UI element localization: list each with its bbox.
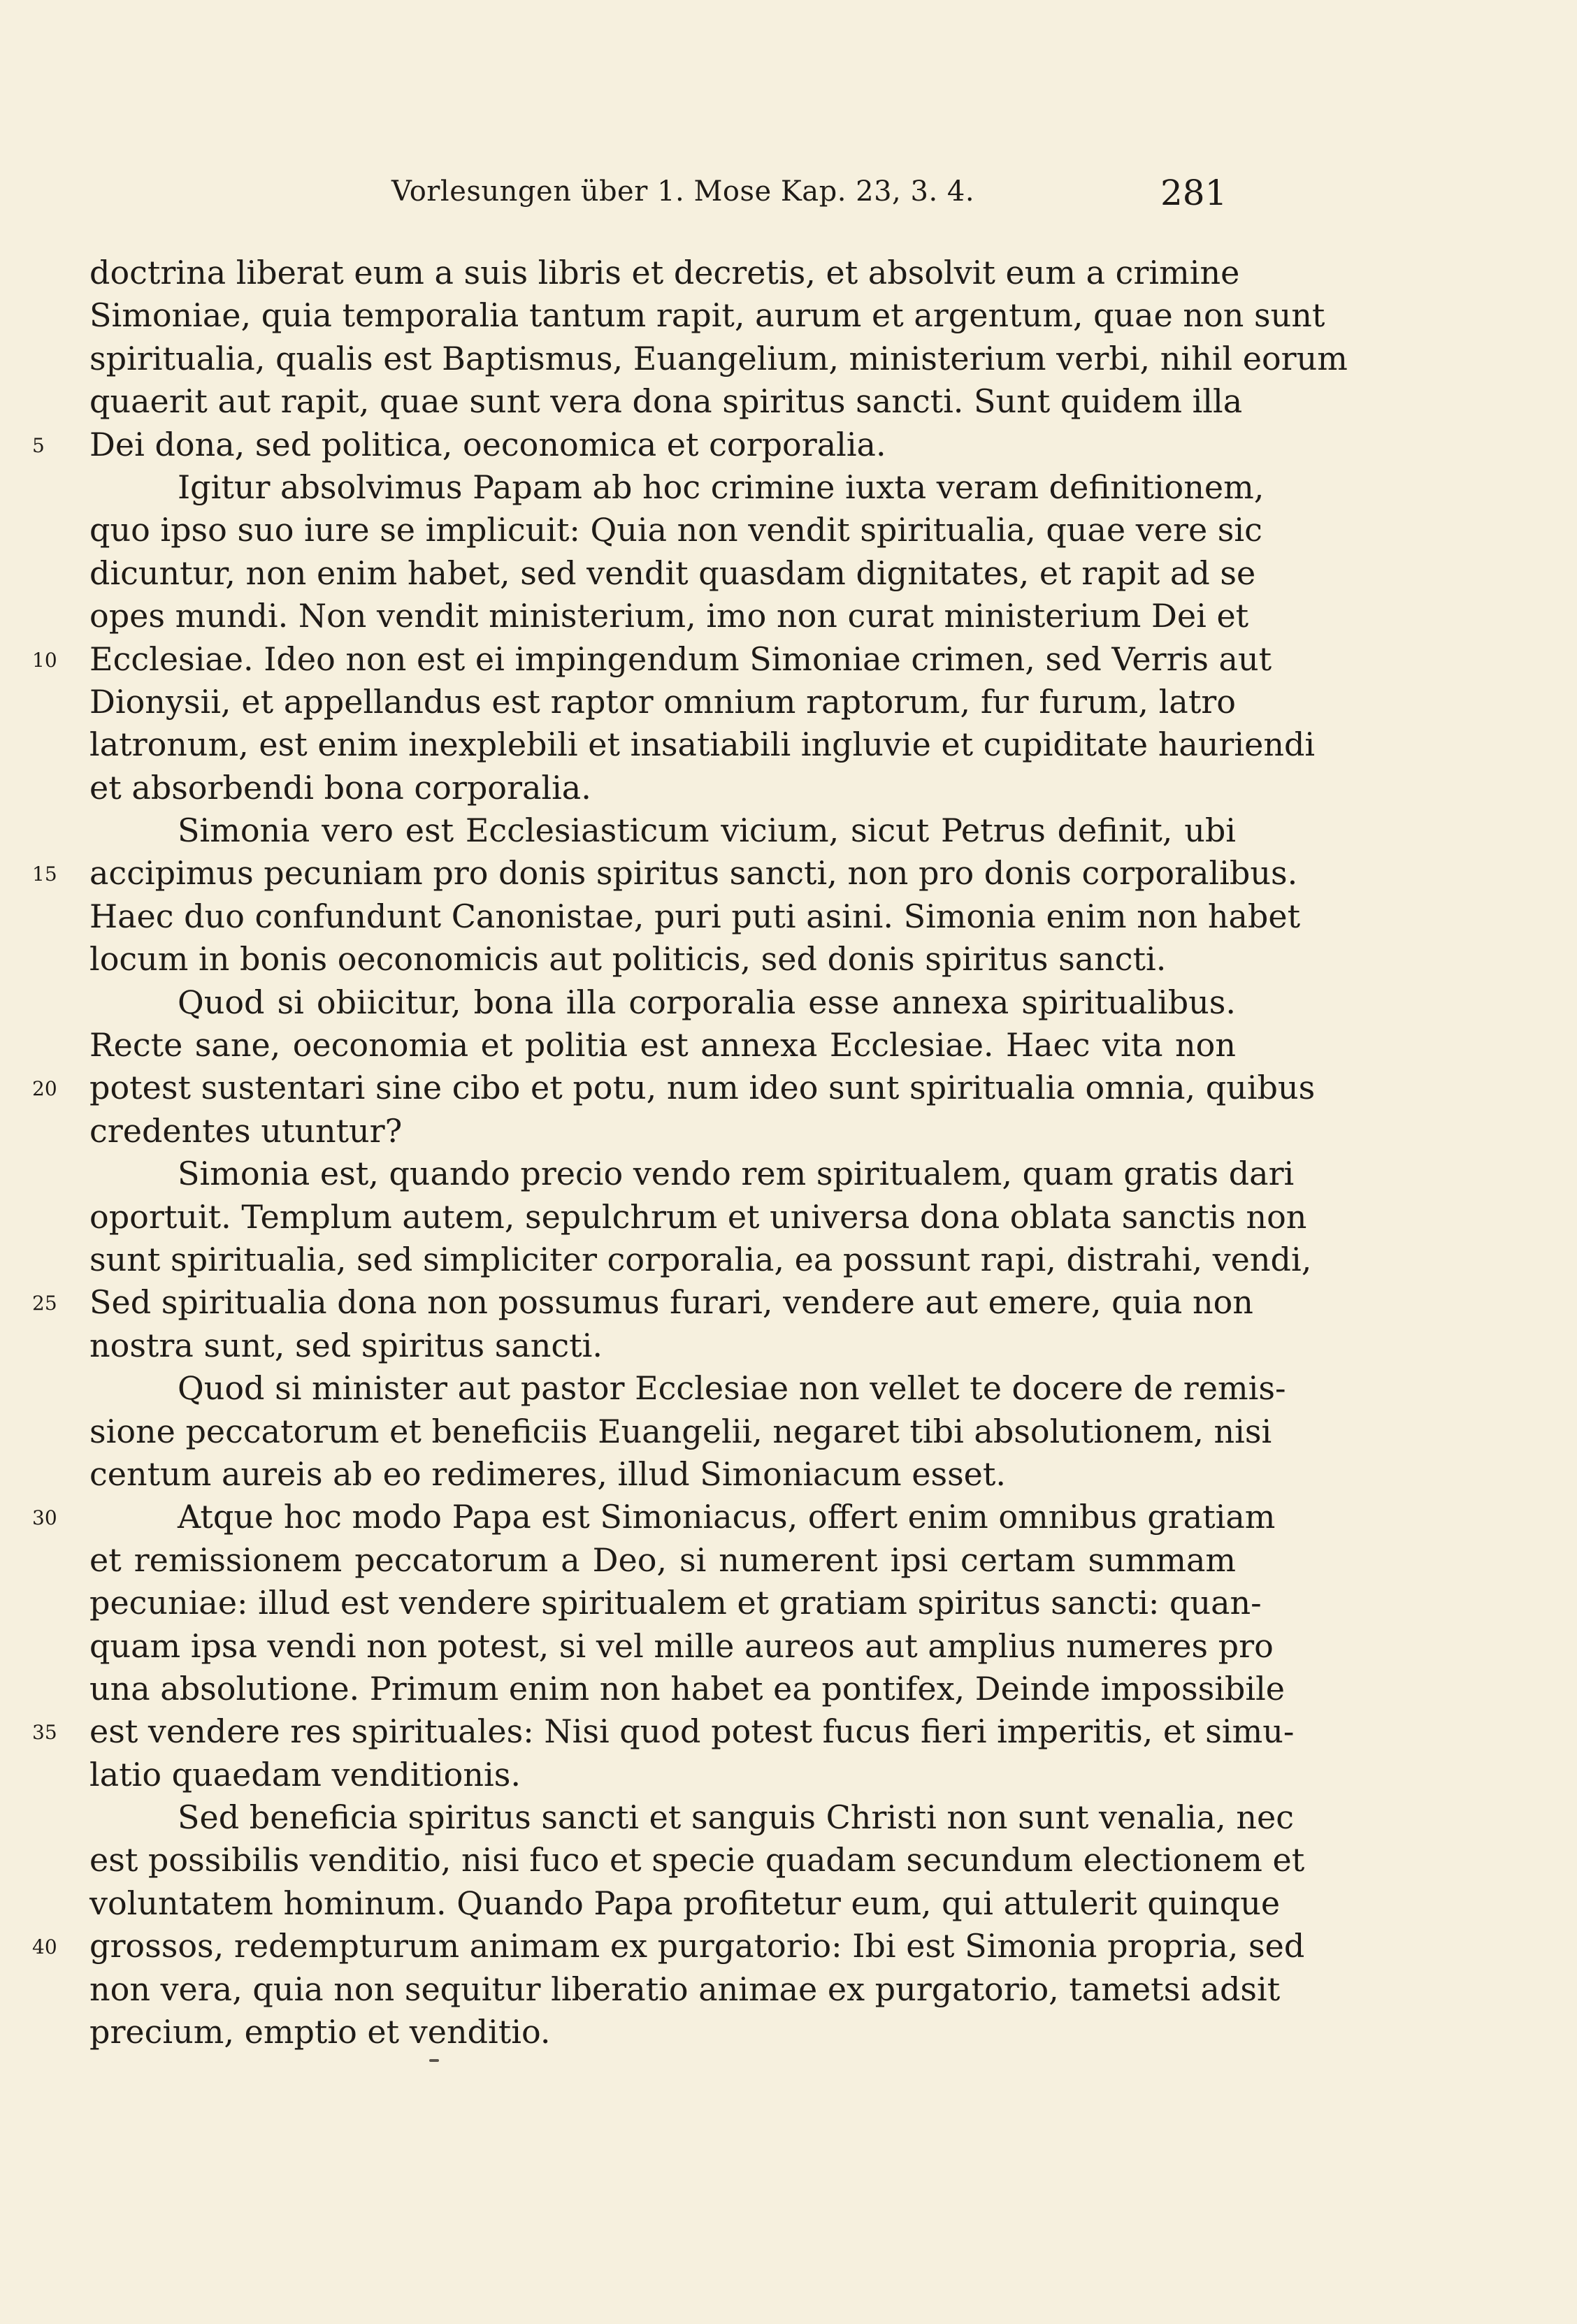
line-text: Dionysii, et appellandus est raptor omnium raptorum, fur furum, latro (89, 682, 1236, 721)
text-line (89, 1110, 1236, 1153)
line-text: est vendere res spirituales: Nisi quod potest fucus fieri imperitis, et simu- (89, 1712, 1295, 1751)
text-line (89, 809, 1236, 852)
text-line (89, 938, 1236, 981)
line-text: oportuit. Templum autem, sepulchrum et universa dona oblata sanctis non (89, 1197, 1307, 1236)
line-text: latio quaedam venditionis. (89, 1755, 521, 1793)
line-text: voluntatem hominum. Quando Papa profitetur eum, qui attulerit quinque (89, 1884, 1281, 1922)
text-line (89, 380, 1243, 423)
line-text: sione peccatorum et beneficiis Euangelii, negaret tibi absolutionem, nisi (89, 1412, 1272, 1450)
line-text: grossos, redempturum animam ex purgatorio: Ibi est Simonia propria, sed (89, 1927, 1305, 1965)
text-line (89, 1839, 1305, 1882)
line-text: Simoniae, quia temporalia tantum rapit, aurum et argentum, quae non sunt (89, 296, 1325, 335)
line-text: una absolutione. Primum enim non habet ea pontifex, Deinde impossibile (89, 1669, 1286, 1708)
line-text: est possibilis venditio, nisi fuco et specie quadam secundum electionem et (89, 1841, 1305, 1879)
line-text: quo ipso suo iure se implicuit: Quia non vendit spiritualia, quae vere sic (89, 511, 1262, 549)
line-text: Quod si obiicitur, bona illa corporalia esse annexa spiritualibus. (178, 983, 1236, 1021)
stray-ink-mark (429, 2059, 439, 2062)
text-line (89, 552, 1256, 595)
text-line (89, 767, 1236, 809)
line-text: latronum, est enim inexplebili et insatiabili ingluvie et cupiditate hauriendi (89, 726, 1316, 764)
line-text: Simonia est, quando precio vendo rem spiritualem, quam gratis dari (178, 1155, 1295, 1193)
text-line (89, 509, 1262, 551)
line-text: Igitur absolvimus Papam ab hoc crimine iuxta veram definitionem, (178, 468, 1265, 506)
line-number: 5 (32, 433, 45, 457)
line-text: Recte sane, oeconomia et politia est annexa Ecclesiae. Haec vita non (89, 1026, 1236, 1064)
text-line (89, 1453, 1236, 1496)
line-text: Simonia vero est Ecclesiasticum vicium, sicut Petrus definit, ubi (178, 811, 1236, 850)
line-text: potest sustentari sine cibo et potu, num ideo sunt spiritualia omnia, quibus (89, 1069, 1316, 1107)
line-text: Dei dona, sed politica, oeconomica et corporalia. (89, 425, 886, 463)
line-text: sunt spiritualia, sed simpliciter corporalia, ea possunt rapi, distrahi, vendi, (89, 1240, 1312, 1278)
line-text: quam ipsa vendi non potest, si vel mille aureos aut amplius numeres pro (89, 1626, 1274, 1665)
text-line (89, 252, 1240, 294)
line-text: dicuntur, non enim habet, sed vendit quasdam dignitates, et rapit ad se (89, 554, 1256, 592)
text-line (89, 681, 1236, 723)
text-line (89, 595, 1249, 637)
line-text: Atque hoc modo Papa est Simoniacus, offert enim omnibus gratiam (178, 1498, 1276, 1536)
line-text: non vera, quia non sequitur liberatio animae ex purgatorio, tametsi adsit (89, 1970, 1281, 2008)
text-line (89, 466, 1265, 509)
line-text: Haec duo confundunt Canonistae, puri puti asini. Simonia enim non habet (89, 897, 1301, 935)
line-text: quaerit aut rapit, quae sunt vera dona spiritus sancti. Sunt quidem illa (89, 382, 1243, 421)
line-number: 35 (32, 1721, 57, 1745)
text-line (89, 1410, 1272, 1453)
text-line (89, 1882, 1281, 1925)
text-line (32, 424, 1236, 466)
running-header: Vorlesungen über 1. Mose Kap. 23, 3. 4. (391, 175, 975, 208)
text-line (32, 1281, 1253, 1324)
text-line (89, 1754, 1236, 1796)
text-line (32, 1925, 1305, 1968)
text-line (89, 1367, 1286, 1410)
line-number: 25 (32, 1292, 57, 1315)
text-line (32, 1710, 1295, 1753)
line-number: 30 (32, 1506, 57, 1530)
line-text: Sed spiritualia dona non possumus furari, vendere aut emere, quia non (89, 1283, 1253, 1322)
line-number: 10 (32, 648, 57, 672)
line-text: credentes utuntur? (89, 1111, 403, 1150)
text-line (89, 1539, 1236, 1582)
text-line (32, 852, 1298, 895)
text-line (89, 1196, 1307, 1239)
text-line (32, 1067, 1316, 1109)
page-number: 281 (1160, 173, 1227, 213)
text-line (89, 1153, 1295, 1195)
line-text: nostra sunt, sed spiritus sancti. (89, 1326, 603, 1364)
line-text: locum in bonis oeconomicis aut politicis, sed donis spiritus sancti. (89, 940, 1167, 979)
line-text: spiritualia, qualis est Baptismus, Euangelium, ministerium verbi, nihil eorum (89, 339, 1348, 377)
body-text (32, 252, 1348, 2054)
text-line (89, 895, 1301, 938)
line-text: doctrina liberat eum a suis libris et decretis, et absolvit eum a crimine (89, 254, 1240, 291)
line-number: 20 (32, 1077, 57, 1101)
line-text: Sed beneficia spiritus sancti et sanguis Christi non sunt venalia, nec (178, 1798, 1295, 1837)
text-line (89, 1582, 1262, 1624)
text-line (89, 1625, 1274, 1668)
text-line (89, 294, 1325, 337)
text-line (89, 338, 1348, 380)
text-line (89, 1325, 1236, 1367)
line-text: centum aureis ab eo redimeres, illud Simoniacum esset. (89, 1455, 1006, 1493)
text-line (32, 1496, 1276, 1538)
line-text: opes mundi. Non vendit ministerium, imo non curat ministerium Dei et (89, 597, 1249, 635)
text-line (32, 638, 1272, 681)
text-line (89, 1968, 1281, 2011)
line-number: 40 (32, 1935, 57, 1959)
text-line (89, 2011, 1236, 2054)
text-line (89, 1796, 1295, 1839)
text-line (89, 1668, 1286, 1710)
text-line (89, 1239, 1312, 1281)
text-line (89, 723, 1316, 766)
text-line (89, 1024, 1236, 1067)
line-text: Quod si minister aut pastor Ecclesiae non vellet te docere de remis- (178, 1369, 1286, 1408)
line-text: et absorbendi bona corporalia. (89, 768, 591, 807)
text-line (89, 981, 1236, 1024)
line-text: accipimus pecuniam pro donis spiritus sancti, non pro donis corporalibus. (89, 854, 1298, 893)
line-text: Ecclesiae. Ideo non est ei impingendum Simoniae crimen, sed Verris aut (89, 640, 1272, 678)
line-text: precium, emptio et venditio. (89, 2013, 551, 2051)
line-text: et remissionem peccatorum a Deo, si numerent ipsi certam summam (89, 1540, 1236, 1579)
line-number: 15 (32, 863, 57, 886)
line-text: pecuniae: illud est vendere spiritualem et gratiam spiritus sancti: quan- (89, 1584, 1262, 1622)
